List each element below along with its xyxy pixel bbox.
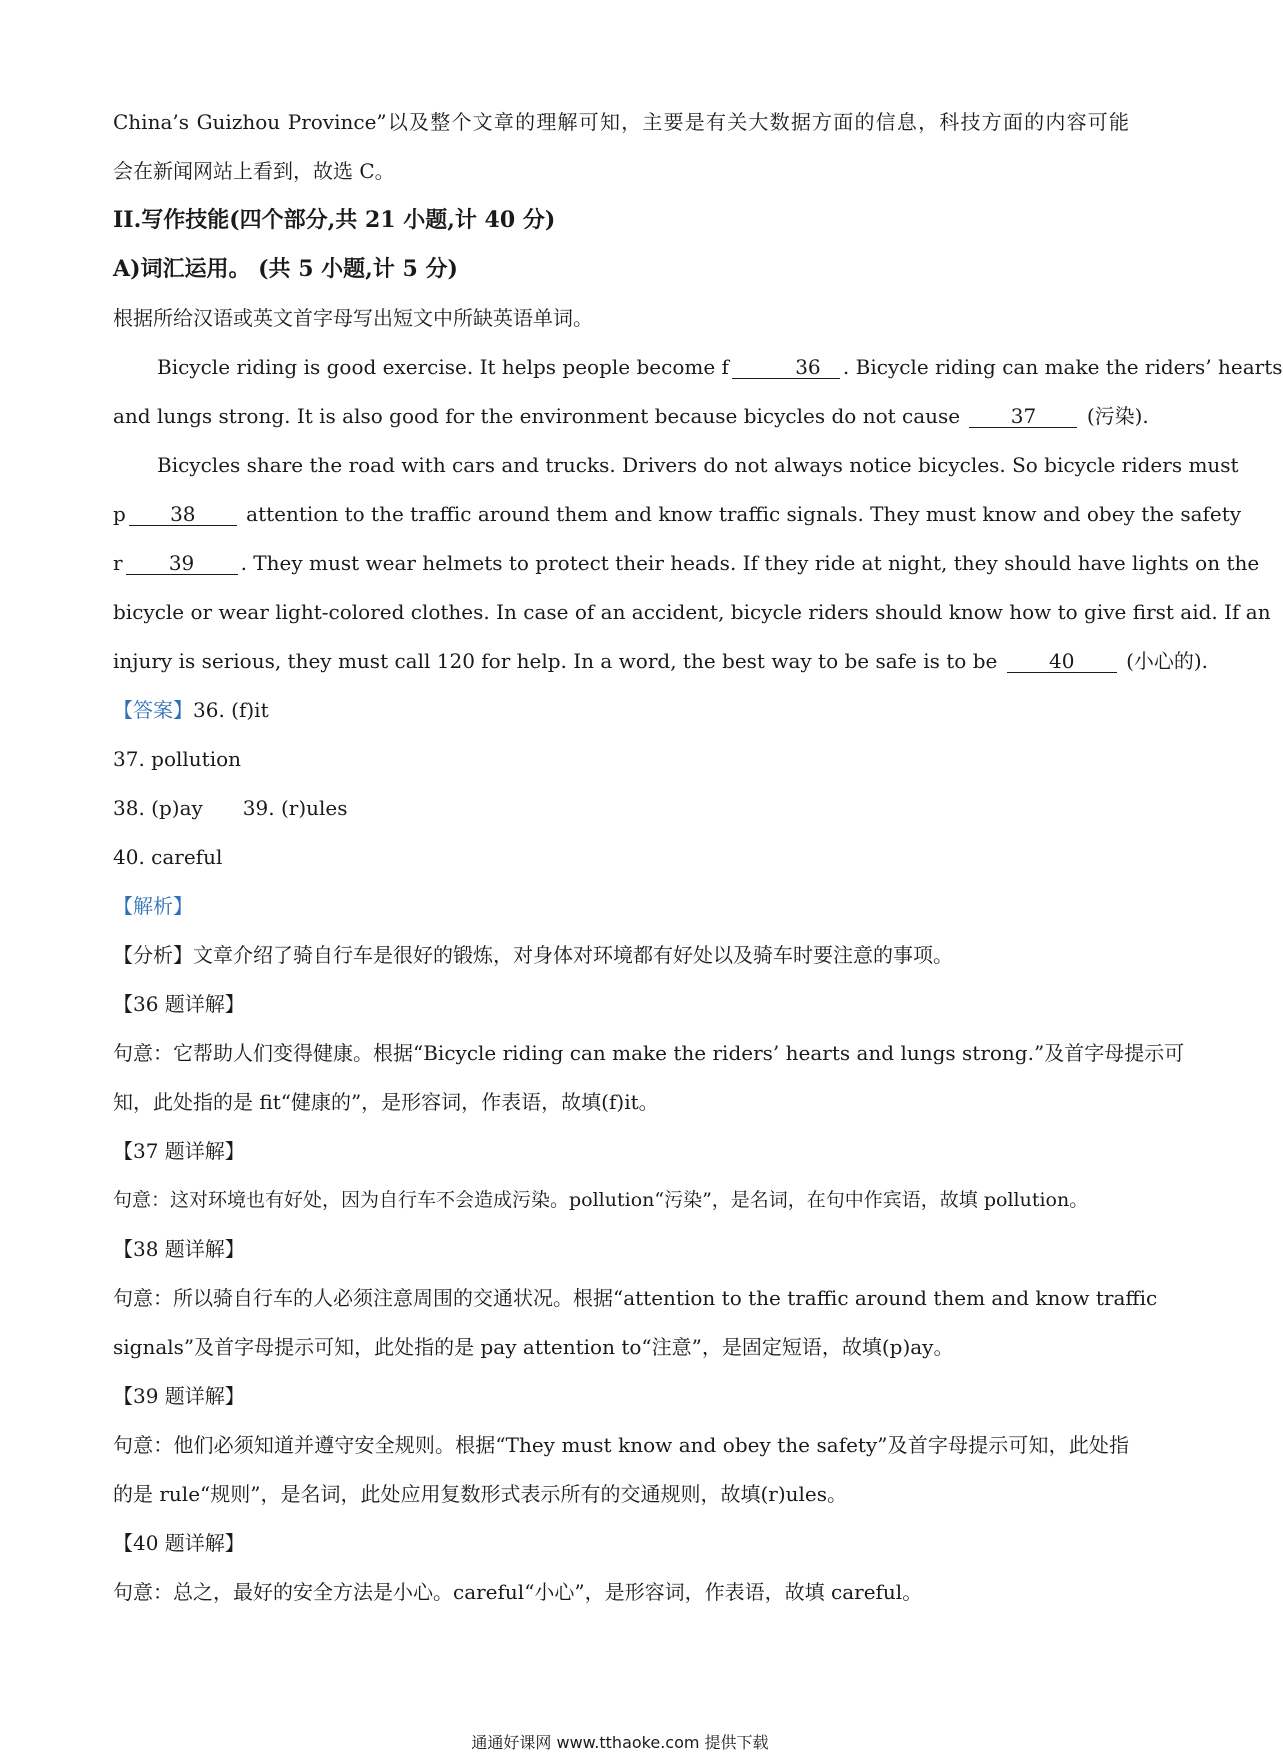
q37-title: 【37 题详解】	[113, 1139, 245, 1163]
answer-36: 36. (f)it	[193, 698, 269, 722]
q40-line-1: 句意：总之，最好的安全方法是小心。careful“小心”，是形容词，作表语，故填 careful。	[113, 1580, 923, 1604]
section-subtitle: A)词汇运用。 (共 5 小题,计 5 分)	[113, 256, 458, 282]
document-page	[113, 98, 1283, 1617]
passage-line-2	[113, 392, 1149, 441]
q38-line-2: signals”及首字母提示可知，此处指的是 pay attention to“注意”，是固定短语，故填(p)ay。	[113, 1335, 954, 1359]
q37-line-1: 句意：这对环境也有好处，因为自行车不会造成污染。pollution“污染”，是名词，在句中作宾语，故填 pollution。	[113, 1189, 1089, 1211]
passage-text: (小心的).	[1126, 649, 1209, 673]
passage-line-1	[113, 343, 1283, 392]
answer-line-38-39	[113, 784, 1129, 833]
passage-text: attention to the traffic around them and know traffic signals. They must know and obey the safety	[246, 502, 1242, 526]
analysis-tag: 【解析】	[113, 894, 193, 918]
answer-37: 37. pollution	[113, 747, 242, 771]
q38-line-1: 句意：所以骑自行车的人必须注意周围的交通状况。根据“attention to the traffic around them and know traffic	[113, 1286, 1158, 1310]
answer-38: 38. (p)ay	[113, 796, 203, 820]
blank-38: 38	[129, 503, 237, 526]
passage-text: and lungs strong. It is also good for the environment because bicycles do not cause	[113, 404, 961, 428]
answer-39: 39. (r)ules	[242, 796, 348, 820]
q40-title: 【40 题详解】	[113, 1531, 245, 1555]
q39-line-2: 的是 rule“规则”，是名词，此处应用复数形式表示所有的交通规则，故填(r)ules。	[113, 1482, 848, 1506]
blank-37: 37	[969, 405, 1077, 428]
answer-40: 40. careful	[113, 845, 223, 869]
passage-line-3: Bicycles share the road with cars and trucks. Drivers do not always notice bicycles. So bicycle riders must	[157, 453, 1239, 477]
section-title: II.写作技能(四个部分,共 21 小题,计 40 分)	[113, 207, 556, 233]
intro-line-1: China’s Guizhou Province”以及整个文章的理解可知，主要是有关大数据方面的信息，科技方面的内容可能	[113, 110, 1129, 134]
passage-line-5	[113, 539, 1260, 588]
q36-line-1: 句意：它帮助人们变得健康。根据“Bicycle riding can make the riders’ hearts and lungs strong.”及首字母提示可	[113, 1041, 1185, 1065]
passage-text: injury is serious, they must call 120 for help. In a word, the best way to be safe is to be	[113, 649, 998, 673]
answer-tag: 【答案】	[113, 698, 193, 722]
section-instruction: 根据所给汉语或英文首字母写出短文中所缺英语单词。	[113, 306, 593, 330]
passage-text: . Bicycle riding can make the riders’ hearts	[842, 355, 1283, 379]
page-footer: 通通好课网 www.tthaoke.com 提供下载	[471, 1733, 769, 1752]
q36-title: 【36 题详解】	[113, 992, 245, 1016]
blank-39: 39	[126, 552, 238, 575]
q39-title: 【39 题详解】	[113, 1384, 245, 1408]
q36-line-2: 知，此处指的是 fit“健康的”，是形容词，作表语，故填(f)it。	[113, 1090, 659, 1114]
answer-line-36	[113, 686, 1129, 735]
passage-text: p	[113, 502, 126, 526]
blank-40: 40	[1007, 650, 1117, 673]
passage-line-6: bicycle or wear light-colored clothes. In case of an accident, bicycle riders should know how to give first aid. If an	[113, 600, 1271, 624]
passage-text: . They must wear helmets to protect their heads. If they ride at night, they should have lights on the	[240, 551, 1260, 575]
passage-text: (污染).	[1086, 404, 1149, 428]
passage-line-4	[113, 490, 1242, 539]
analysis-summary: 【分析】文章介绍了骑自行车是很好的锻炼，对身体对环境都有好处以及骑车时要注意的事项。	[113, 943, 953, 967]
blank-36: 36	[732, 356, 840, 379]
intro-line-2: 会在新闻网站上看到，故选 C。	[113, 159, 395, 183]
passage-text: Bicycle riding is good exercise. It helps people become f	[157, 355, 729, 379]
passage-line-7	[113, 637, 1209, 686]
q39-line-1: 句意：他们必须知道并遵守安全规则。根据“They must know and obey the safety”及首字母提示可知，此处指	[113, 1433, 1129, 1457]
q38-title: 【38 题详解】	[113, 1237, 245, 1261]
passage-text: r	[113, 551, 123, 575]
